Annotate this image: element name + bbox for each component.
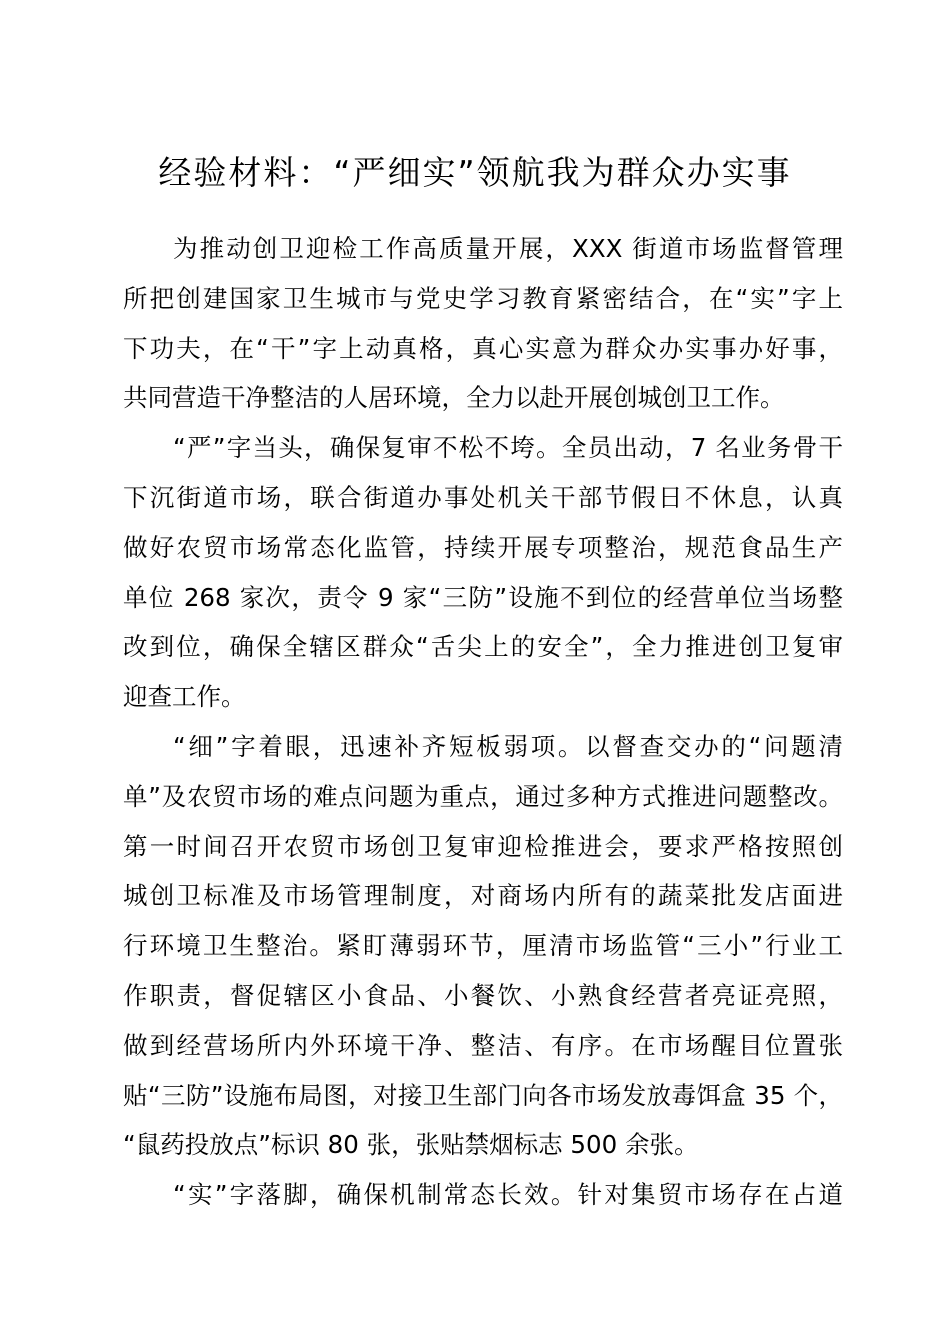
text-line: 单位 268 家次，责令 9 家“三防”设施不到位的经营单位当场整: [123, 582, 843, 612]
text-line: 所把创建国家卫生城市与党史学习教育紧密结合，在“实”字上: [123, 283, 843, 313]
text-line: 迎查工作。: [123, 682, 246, 712]
text-line: 下功夫，在“干”字上动真格，真心实意为群众办实事办好事，: [123, 333, 843, 363]
text-line: 做到经营场所内外环境干净、整洁、有序。在市场醒目位置张: [123, 1030, 843, 1060]
text-line: 为推动创卫迎检工作高质量开展，XXX 街道市场监督管理: [173, 234, 843, 263]
text-line: “细”字着眼，迅速补齐短板弱项。以督查交办的“问题清: [173, 731, 843, 761]
text-line: 行环境卫生整治。紧盯薄弱环节，厘清市场监管“三小”行业工: [123, 931, 843, 961]
text-line: 贴“三防”设施布局图，对接卫生部门向各市场发放毒饵盒 35 个，: [123, 1080, 843, 1110]
document-title: 经验材料：“严细实”领航我为群众办实事: [158, 153, 792, 192]
text-line: 作职责，督促辖区小食品、小餐饮、小熟食经营者亮证亮照，: [123, 980, 843, 1010]
document-body: [123, 224, 843, 1220]
paragraph-detail: [123, 722, 843, 1170]
paragraph-strict: [123, 423, 843, 722]
text-line: 单”及农贸市场的难点问题为重点，通过多种方式推进问题整改。: [123, 781, 843, 811]
paragraph-intro: [123, 224, 843, 423]
text-line: 共同营造干净整洁的人居环境，全力以赴开展创城创卫工作。: [123, 383, 785, 413]
text-line: 下沉街道市场，联合街道办事处机关干部节假日不休息，认真: [123, 482, 843, 512]
text-line: “实”字落脚，确保机制常态长效。针对集贸市场存在占道: [173, 1180, 843, 1210]
text-line: “鼠药投放点”标识 80 张，张贴禁烟标志 500 余张。: [123, 1130, 699, 1160]
text-line: 城创卫标准及市场管理制度，对商场内所有的蔬菜批发店面进: [123, 881, 843, 911]
text-line: 第一时间召开农贸市场创卫复审迎检推进会，要求严格按照创: [123, 831, 843, 861]
paragraph-practical: [123, 1170, 843, 1220]
text-line: 做好农贸市场常态化监管，持续开展专项整治，规范食品生产: [123, 532, 843, 562]
text-line: 改到位，确保全辖区群众“舌尖上的安全”，全力推进创卫复审: [123, 632, 843, 662]
text-line: “严”字当头，确保复审不松不垮。全员出动，7 名业务骨干: [173, 433, 843, 463]
